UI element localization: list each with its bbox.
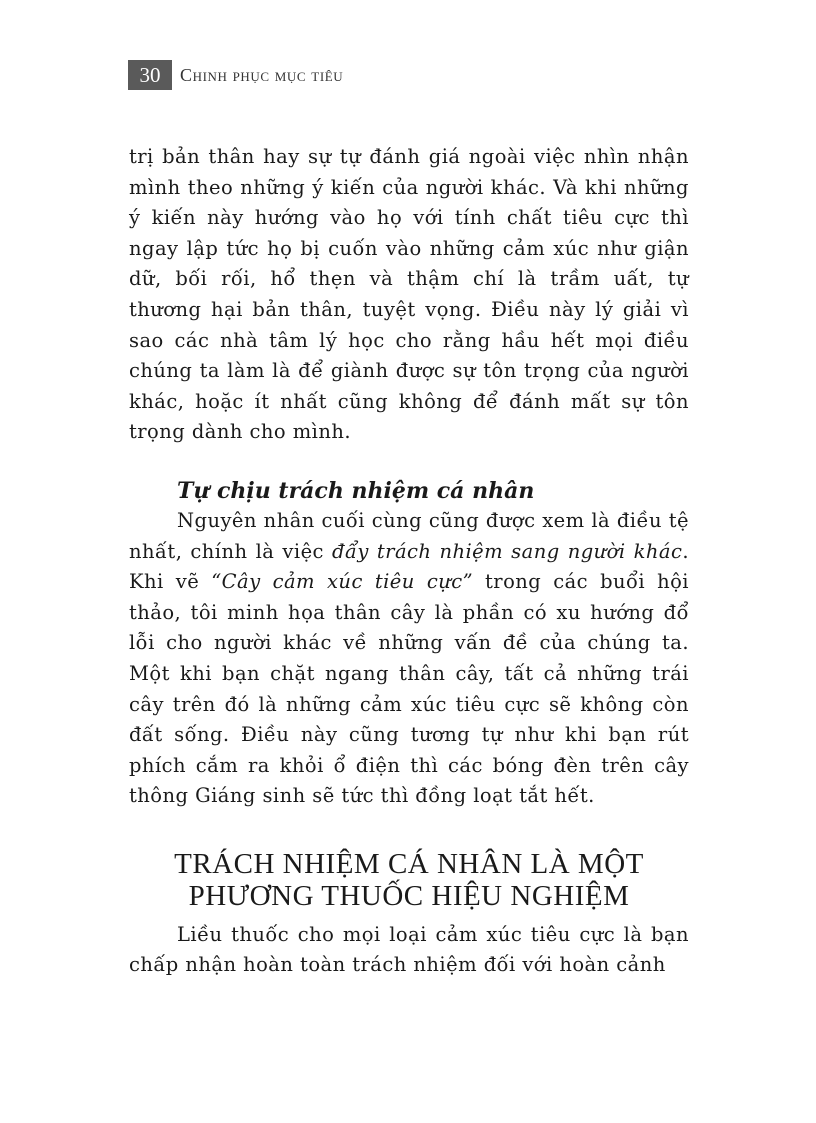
- paragraph-2-emphasis-2: “Cây cảm xúc tiêu cực”: [211, 570, 473, 594]
- section-heading-line-2: PHƯƠNG THUỐC HIỆU NGHIỆM: [188, 879, 630, 912]
- running-title: Chinh phục mục tiêu: [180, 64, 344, 85]
- body-text: [129, 142, 689, 981]
- paragraph-2-emphasis-1: đẩy trách nhiệm sang người khác: [332, 539, 683, 563]
- paragraph-2-text-1: Nguyên nhân cuối cùng cũng được xem là điều tệ nhất, chính là việc: [129, 508, 689, 563]
- paragraph-3: Liều thuốc cho mọi loại cảm xúc tiêu cực là bạn chấp nhận hoàn toàn trách nhiệm đối với hoàn cảnh: [129, 922, 689, 977]
- running-header: [128, 60, 343, 90]
- page-number: 30: [128, 60, 172, 90]
- subheading: Tự chịu trách nhiệm cá nhân: [177, 477, 535, 504]
- paragraph-1: trị bản thân hay sự tự đánh giá ngoài việc nhìn nhận mình theo những ý kiến của người khác. Và khi những ý kiến này hướng vào họ với tính chất tiêu cực thì ngay lập tức họ bị cuốn vào những cảm xúc như giận dữ, bối rối, hổ thẹn và thậm chí là trầm uất, tự thương hại bản thân, tuyệt vọng. Điều này lý giải vì sao các nhà tâm lý học cho rằng hầu hết mọi điều chúng ta làm là để giành được sự tôn trọng của người khác, hoặc ít nhất cũng không để đánh mất sự tôn trọng dành cho mình.: [129, 145, 689, 444]
- paragraph-2-text-2: . Khi vẽ: [129, 539, 690, 594]
- section-heading-line-1: TRÁCH NHIỆM CÁ NHÂN LÀ MỘT: [174, 847, 644, 880]
- section-heading: [129, 848, 689, 912]
- paragraph-2-text-3: trong các buổi hội thảo, tôi minh họa thân cây là phần có xu hướng đổ lỗi cho người khác về những vấn đề của chúng ta. Một khi bạn chặt ngang thân cây, tất cả những trái cây trên đó là những cảm xúc tiêu cực sẽ không còn đất sống. Điều này cũng tương tự như khi bạn rút phích cắm ra khỏi ổ điện thì các bóng đèn trên cây thông Giáng sinh sẽ tức thì đồng loạt tắt hết.: [129, 570, 689, 808]
- paragraph-2: [129, 506, 689, 812]
